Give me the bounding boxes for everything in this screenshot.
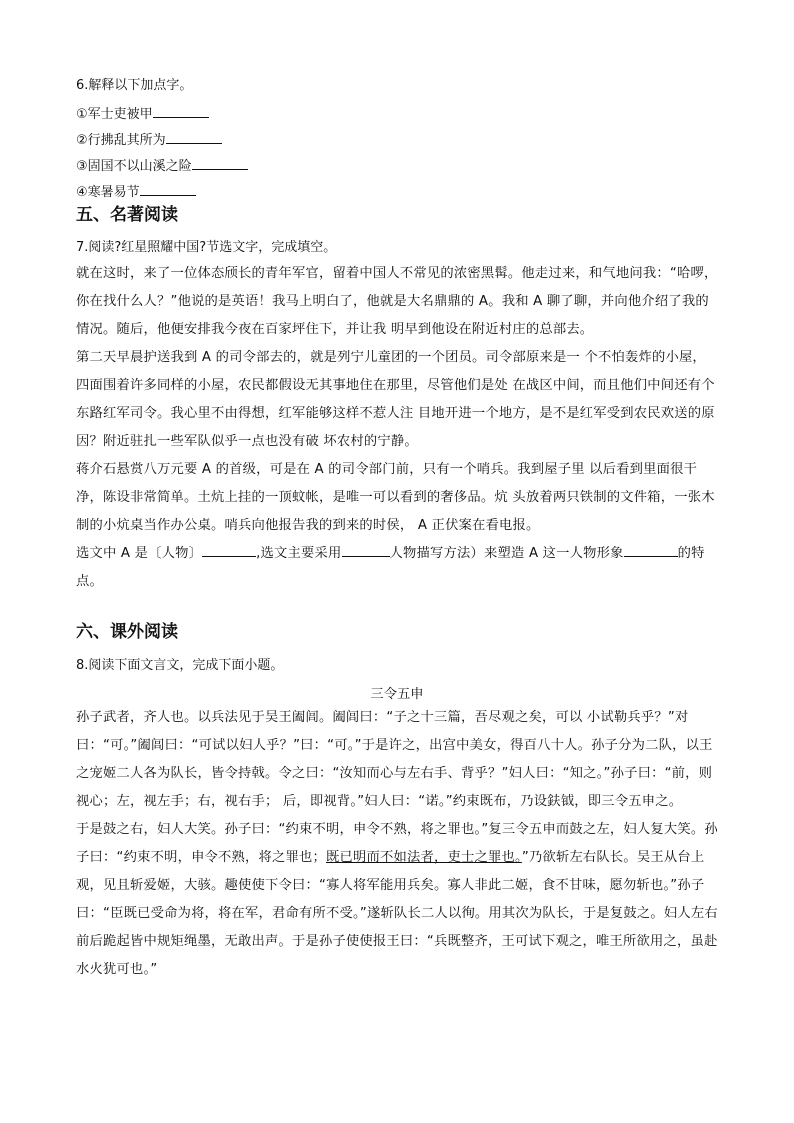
underlined-sentence: 既已明而不如法者，吏士之罪也。 bbox=[326, 850, 522, 865]
item-text: ②行拂乱其所为 bbox=[76, 133, 166, 148]
question-6-item bbox=[76, 183, 196, 202]
passage-paragraph: 于是鼓之右，妇人大笑。孙子曰：“约束不明，申令不熟，将之罪也。”复三令五申而鼓之左，妇人复大笑。孙子曰：“约束不明，申令不熟，将之罪也；既已明而不如法者，吏士之罪也。”乃欲斩左右队长。吴王从台上观，见且斩爱姬，大骇。趣使使下令曰：“寡人将军能用兵矣。寡人非此二姬，食不甘味，愿勿斩也。”孙子曰：“臣既已受命为将，将在军，君命有所不受。”遂斩队长二人以徇。用其次为队长，于是复鼓之。妇人左右前后跪起皆中规矩绳墨，无敢出声。于是孙子使使报王曰：“兵既整齐，王可试下观之，唯王所欲用之，虽赴水火犹可也。” bbox=[76, 822, 718, 977]
item-text: ④寒暑易节 bbox=[76, 185, 140, 200]
question-6-item bbox=[76, 131, 222, 150]
answer-blank[interactable] bbox=[153, 105, 209, 118]
question-6-prompt: 6.解释以下加点字。 bbox=[76, 78, 193, 93]
question-7-passage bbox=[76, 260, 718, 596]
question-7-prompt: 7.阅读?红星照耀中国?节选文字，完成填空。 bbox=[76, 240, 337, 255]
section-5-heading: 五、名著阅读 bbox=[76, 205, 178, 225]
passage-paragraph: 孙子武者，齐人也。以兵法见于吴王阖闾。阖闾曰：“子之十三篇，吾尽观之矣，可以 小试勒兵乎？”对曰：“可。”阖闾曰：“可试以妇人乎？”曰：“可。”于是许之，出宫中美女，得百八十人。孙子分为二队，以王之宠姬二人各为队长，皆令持戟。令之曰：“汝知而心与左右手、背乎？”妇人曰：“知之。”孙子曰：“前，则视心；左，视左手；右，视右手； 后，即视背。”妇人曰：“诺。”约束既布，乃设鈇钺，即三令五申之。 bbox=[76, 710, 713, 809]
passage-paragraph: 就在这时，来了一位体态颀长的青年军官，留着中国人不常见的浓密黑髯。他走过来，和气地问我：“哈啰，你在找什么人？”他说的是英语！我马上明白了，他就是大名鼎鼎的 A。我和 A 聊了聊，并向他介绍了我的情况。随后，他便安排我今夜在百家坪住下，并让我 明早到他设在附近村庄的总部去。 bbox=[76, 266, 718, 337]
answer-blank[interactable] bbox=[202, 544, 256, 557]
answer-blank[interactable] bbox=[342, 544, 390, 557]
question-6-item bbox=[76, 157, 248, 176]
passage-paragraph: 蒋介石悬赏八万元要 A 的首级，可是在 A 的司令部门前，只有一个哨兵。我到屋子里 以后看到里面很干净，陈设非常简单。土炕上挂的一顶蚊帐，是唯一可以看到的奢侈品。炕 头放着两只铁制的文件箱，一张木制的小炕桌当作办公桌。哨兵向他报告我的到来的时侯， A 正伏案在看电报。 bbox=[76, 462, 715, 533]
question-6-item bbox=[76, 105, 209, 124]
question-8-prompt: 8.阅读下面文言文，完成下面小题。 bbox=[76, 658, 284, 673]
answer-blank[interactable] bbox=[192, 157, 248, 170]
item-text: ③固国不以山溪之险 bbox=[76, 159, 192, 174]
passage-paragraph: 第二天早晨护送我到 A 的司令部去的，就是列宁儿童团的一个团员。司令部原来是一 个不怕轰炸的小屋，四面围着许多同样的小屋，农民都假设无其事地住在那里，尽管他们是处 在战区中间，而且他们中间还有个东路红军司令。我心里不由得想，红军能够这样不惹人注 目地开进一个地方，是不是红军受到农民欢送的原因？附近驻扎一些军队似乎一点也没有破 坏农村的宁静。 bbox=[76, 350, 715, 449]
answer-blank[interactable] bbox=[624, 544, 678, 557]
answer-blank[interactable] bbox=[140, 183, 196, 196]
passage-title: 三令五申 bbox=[370, 687, 424, 702]
section-6-heading: 六、课外阅读 bbox=[76, 622, 178, 642]
answer-blank[interactable] bbox=[166, 131, 222, 144]
question-8-passage bbox=[76, 704, 718, 984]
fill-in-question: 选文中 A 是〔人物〕 ,选文主要采用 人物描写方法）来塑造 A 这一人物形象 的特点。 bbox=[76, 546, 705, 589]
item-text: ①军士吏被甲 bbox=[76, 107, 153, 122]
